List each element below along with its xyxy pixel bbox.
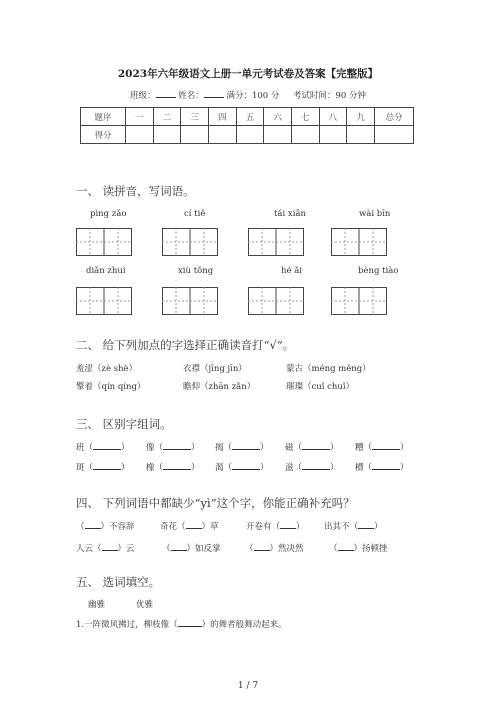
pinyin: wài bīn — [359, 209, 391, 219]
answer-blank[interactable] — [302, 461, 330, 470]
answer-blank[interactable] — [302, 441, 330, 450]
answer-blank[interactable] — [338, 542, 354, 551]
score-header-cell: 二 — [153, 108, 181, 126]
score-header-cell: 九 — [347, 108, 375, 126]
score-cell[interactable] — [291, 126, 319, 144]
answer-blank[interactable] — [85, 520, 101, 529]
score-cell[interactable] — [319, 126, 347, 144]
answer-blank[interactable] — [232, 461, 260, 470]
score-header-cell: 八 — [319, 108, 347, 126]
pinyin: xiù tǒng — [178, 266, 214, 276]
idiom-item: 奇花（ ）草 — [160, 522, 219, 532]
section-1-heading: 一、 读拼音，写词语。 — [76, 184, 195, 198]
reading-choice[interactable]: 衣襟（jīng jīn） — [183, 364, 247, 374]
idiom-item: （ ）不容辞 — [76, 522, 135, 532]
reading-choice[interactable]: 擎着（qín qíng） — [76, 382, 146, 392]
answer-blank[interactable] — [171, 542, 187, 551]
score-cell[interactable] — [181, 126, 209, 144]
pinyin: cí tiě — [184, 209, 206, 219]
score-cell[interactable] — [126, 126, 154, 144]
score-cell[interactable] — [347, 126, 375, 144]
char: 橡 — [146, 463, 155, 473]
char: 像 — [146, 443, 155, 453]
writing-box[interactable] — [162, 228, 218, 256]
answer-blank[interactable] — [186, 520, 202, 529]
word-group-item: 糟（ ） — [355, 443, 409, 453]
char: 糟 — [355, 443, 364, 453]
answer-blank[interactable] — [280, 520, 296, 529]
answer-blank[interactable] — [102, 542, 118, 551]
answer-blank[interactable] — [93, 441, 121, 450]
answer-blank[interactable] — [232, 441, 260, 450]
reading-choice[interactable]: 蒙古（méng měng） — [286, 364, 371, 374]
idiom-item: （ ）然决然 — [245, 544, 304, 554]
word-group-item: 滋（ ） — [285, 463, 339, 473]
idiom-item: 人云（ ）云 — [76, 544, 135, 554]
class-label: 班级： — [130, 91, 156, 101]
word-group-item: 橡（ ） — [146, 463, 200, 473]
name-label: 姓名： — [178, 91, 204, 101]
score-header-cell: 三 — [181, 108, 209, 126]
writing-box[interactable] — [76, 228, 132, 256]
idiom-item: （ ）如反掌 — [162, 544, 221, 554]
score-cell[interactable] — [236, 126, 264, 144]
pinyin: hé ǎi — [281, 266, 302, 276]
writing-box[interactable] — [248, 228, 304, 256]
section-2-heading: 二、 给下列加点的字选择正确读音打“√”。 — [76, 338, 295, 352]
writing-box[interactable] — [331, 287, 387, 315]
page-number: 1 / 7 — [237, 681, 259, 691]
score-row-label: 得分 — [81, 126, 126, 144]
score-header-cell: 题序 — [81, 108, 126, 126]
section-4-heading: 四、 下列词语中都缺少“yì”这个字，你能正确补充吗？ — [76, 496, 355, 510]
char: 斑 — [76, 463, 85, 473]
idiom-item: （ ）扬顿挫 — [329, 544, 388, 554]
char: 渴 — [215, 463, 224, 473]
name-blank[interactable] — [204, 89, 224, 98]
class-blank[interactable] — [156, 89, 176, 98]
word-option: 优雅 — [136, 600, 154, 610]
page-title: 2023年六年级语文上册一单元考试卷及答案【完整版】 — [117, 68, 379, 80]
word-group-item: 磁（ ） — [285, 443, 339, 453]
score-header-cell: 六 — [264, 108, 292, 126]
answer-blank[interactable] — [178, 618, 202, 627]
word-option: 幽雅 — [88, 600, 106, 610]
word-group-item: 斑（ ） — [76, 463, 130, 473]
score-header-cell: 五 — [236, 108, 264, 126]
score-value-row — [81, 126, 414, 144]
score-header-cell: 四 — [208, 108, 236, 126]
exam-time: 考试时间：90 分钟 — [292, 91, 366, 101]
answer-blank[interactable] — [372, 461, 400, 470]
answer-blank[interactable] — [163, 461, 191, 470]
full-score: 满分：100 分 — [226, 91, 280, 101]
idiom-item: 开卷有（ ） — [246, 522, 305, 532]
word-group-item: 像（ ） — [146, 443, 200, 453]
char: 揭 — [215, 443, 224, 453]
section-5-heading: 五、 选词填空。 — [76, 575, 161, 589]
char: 滋 — [285, 463, 294, 473]
score-header-row — [81, 108, 414, 126]
word-group-item: 渴（ ） — [215, 463, 269, 473]
reading-choice[interactable]: 瞻仰（zhān zǎn） — [183, 382, 256, 392]
pinyin: diǎn zhuì — [86, 266, 126, 276]
char: 槽 — [355, 463, 364, 473]
score-header-cell: 七 — [291, 108, 319, 126]
pinyin: pìng zǎo — [90, 209, 127, 219]
score-cell[interactable] — [264, 126, 292, 144]
section-3-heading: 三、 区别字组词。 — [76, 417, 172, 431]
answer-blank[interactable] — [358, 520, 374, 529]
reading-choice[interactable]: 璀璨（cuǐ chuǐ） — [286, 382, 355, 392]
idiom-item: 出其不（ ） — [324, 522, 383, 532]
pinyin: bèng tiào — [358, 266, 399, 276]
answer-blank[interactable] — [372, 441, 400, 450]
word-group-item: 揭（ ） — [215, 443, 269, 453]
writing-box[interactable] — [162, 287, 218, 315]
score-cell[interactable] — [208, 126, 236, 144]
char: 班 — [76, 443, 85, 453]
char: 磁 — [285, 443, 294, 453]
exam-info — [0, 89, 496, 101]
answer-blank[interactable] — [254, 542, 270, 551]
score-header-cell: 总分 — [375, 108, 414, 126]
word-group-item: 槽（ ） — [355, 463, 409, 473]
reading-choice[interactable]: 羞涩（zè shè） — [76, 364, 138, 374]
word-group-item: 班（ ） — [76, 443, 130, 453]
answer-blank[interactable] — [93, 461, 121, 470]
question-1: 1.一阵微风拂过，柳枝像（ ）的舞者般舞动起来。 — [76, 620, 287, 630]
answer-blank[interactable] — [163, 441, 191, 450]
writing-box[interactable] — [248, 287, 304, 315]
writing-box[interactable] — [331, 228, 387, 256]
score-header-cell: 一 — [126, 108, 154, 126]
score-cell[interactable] — [153, 126, 181, 144]
pinyin: tái xiǎn — [274, 209, 306, 219]
score-table — [80, 107, 414, 144]
score-cell[interactable] — [375, 126, 414, 144]
writing-box[interactable] — [76, 287, 132, 315]
